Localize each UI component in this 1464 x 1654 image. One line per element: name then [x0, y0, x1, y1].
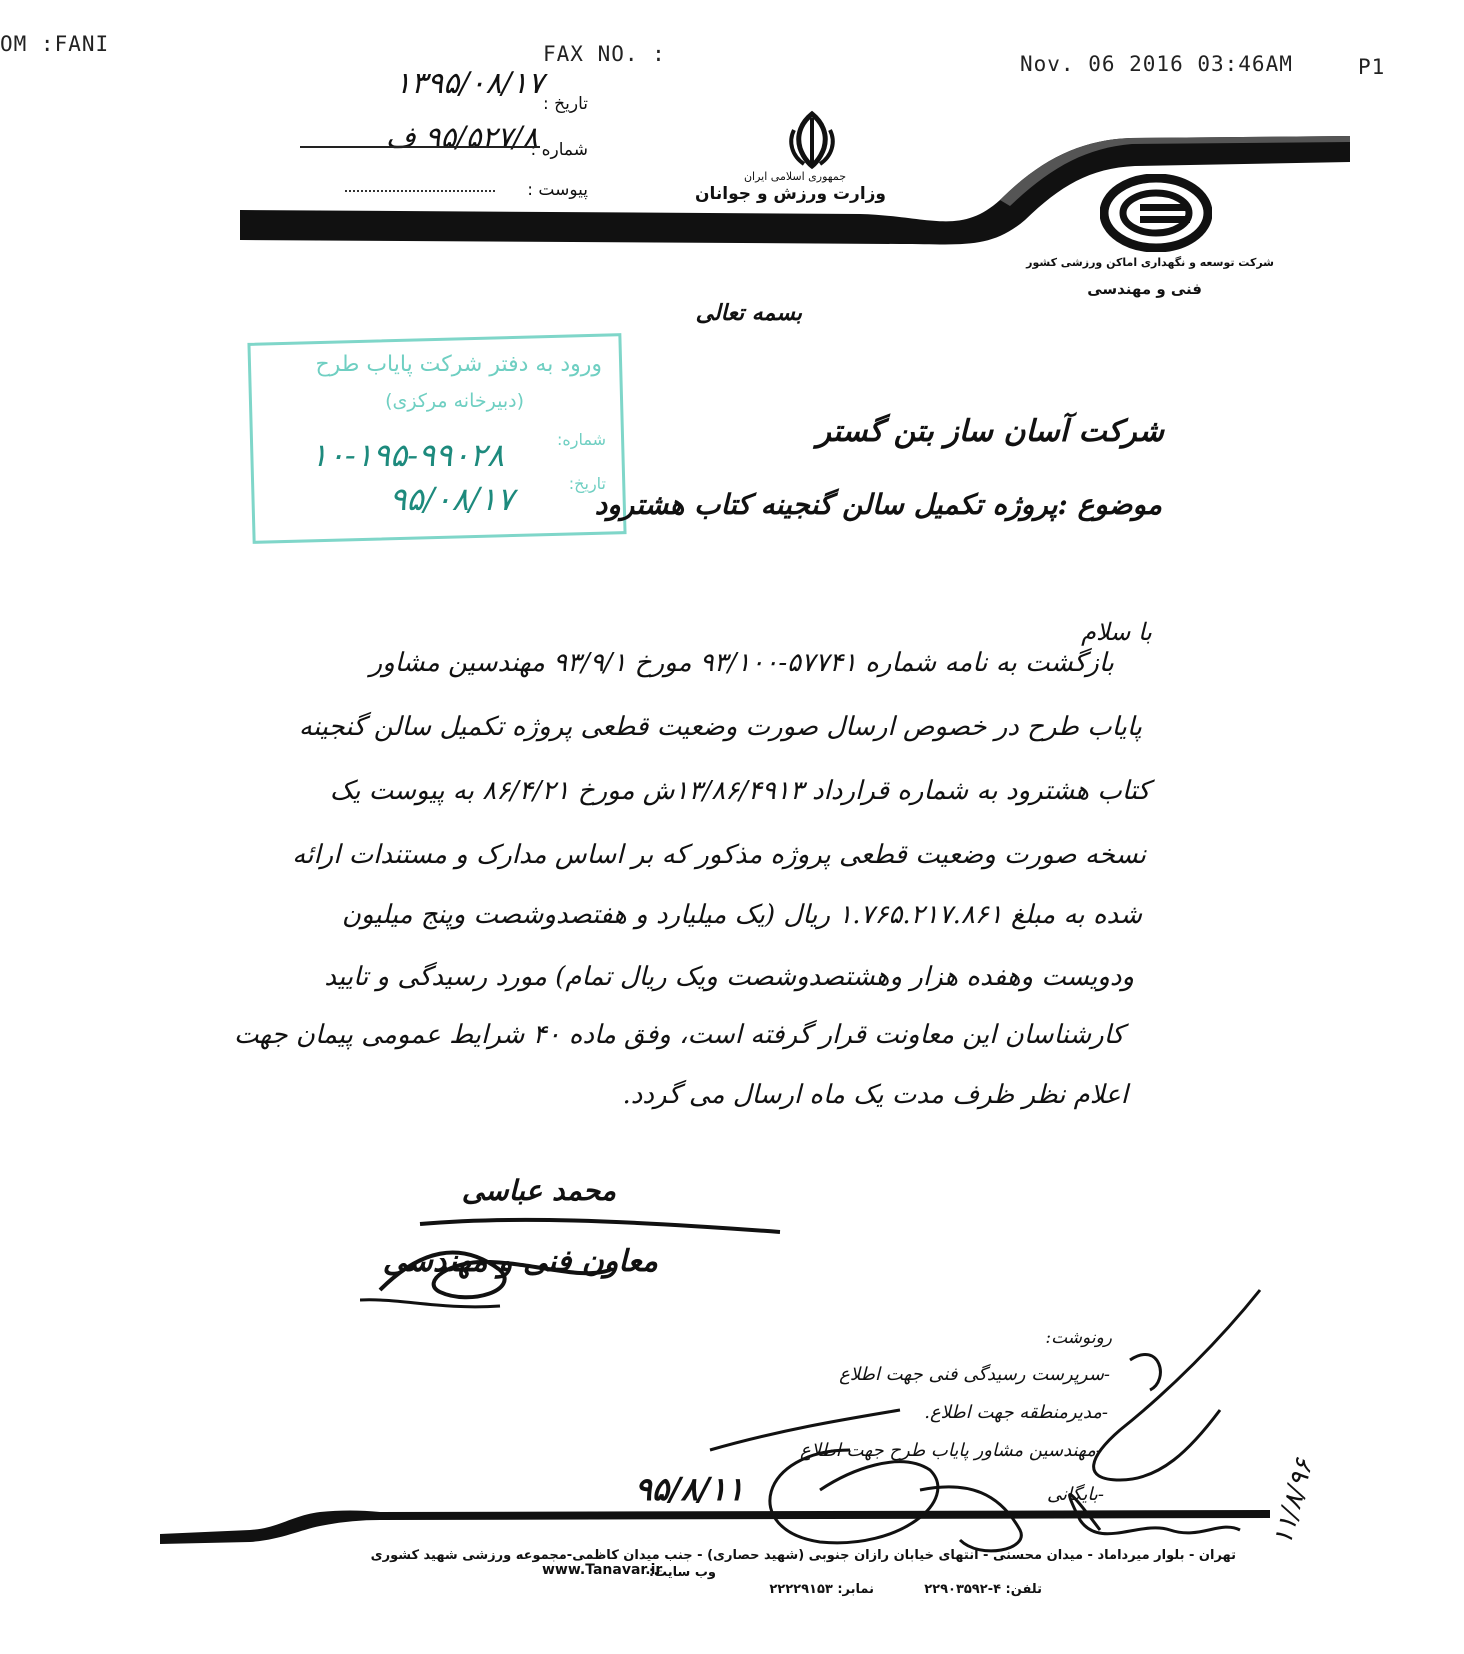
body-line: کتاب هشترود به شماره قرارداد ۱۳/۸۶/۴۹۱۳ش مورخ ۸۶/۴/۲۱ به پیوست یک [329, 776, 1150, 806]
fax-datetime: Nov. 06 2016 03:46AM [1020, 52, 1293, 76]
cc-item: -سرپرست رسیدگی فنی جهت اطلاع [839, 1364, 1110, 1385]
company-name-line: شرکت توسعه و نگهداری اماکن ورزشی کشور [1026, 256, 1274, 269]
body-line: ودویست وهفده هزار وهشتصدوشصت ویک ریال تمام) مورد رسیدگی و تایید [324, 962, 1134, 992]
signer-title: معاون فنی و مهندسی [382, 1244, 658, 1279]
stamp-subtitle: (دبیرخانه مرکزی) [385, 390, 524, 412]
date-label: تاریخ : [543, 94, 588, 114]
footer-website[interactable]: www.Tanavar.ir [542, 1562, 663, 1578]
cc-item: -مهندسین مشاور پایاب طرح جهت اطلاع [799, 1440, 1102, 1461]
footer-phone: تلفن: ۴-۲۲۹۰۳۵۹۲ [924, 1582, 1042, 1597]
number-underline [300, 146, 540, 148]
stamp-number-value: ۱۰-۱۹۵-۹۹۰۲۸ [310, 436, 504, 474]
body-line: نسخه صورت وضعیت قطعی پروژه مذکور که بر اساس مدارک و مستندات ارائه [292, 840, 1146, 870]
body-line: کارشناسان این معاونت قرار گرفته است، وفق ماده ۴۰ شرایط عمومی پیمان جهت [234, 1020, 1124, 1050]
number-value: ۹۵/۵۲۷/۸ ف [385, 120, 538, 154]
invocation-text: بسمه تعالی [695, 300, 802, 326]
company-logo-icon [1100, 174, 1212, 252]
stamp-date-label: تاریخ: [568, 474, 606, 493]
emblem-caption-ministry: وزارت ورزش و جوانان [695, 184, 886, 204]
recipient-name: شرکت آسان ساز بتن گستر [816, 414, 1164, 449]
footer-fax: نمابر: ۲۲۲۲۹۱۵۳ [769, 1582, 874, 1597]
emblem-caption-country: جمهوری اسلامی ایران [743, 170, 846, 183]
signer-name: محمد عباسی [461, 1174, 616, 1207]
letter-subject: موضوع :پروژه تکمیل سالن گنجینه کتاب هشترود [594, 488, 1162, 521]
letterhead-band [0, 0, 1464, 300]
date-value: ۱۳۹۵/۰۸/۱۷ [394, 66, 544, 101]
attachment-dotted-line [345, 190, 495, 192]
body-line: اعلام نظر ظرف مدت یک ماه ارسال می گردد. [622, 1080, 1128, 1110]
footer-band [0, 1490, 1464, 1550]
footer-address: تهران - بلوار میرداماد - میدان محسنی - انتهای خیابان رازان جنوبی (شهید حصاری) - جنب میدان کاظمی-مجموعه ورزشی شهید کشوری [370, 1548, 1236, 1563]
cc-item: -بایگانی [1046, 1484, 1104, 1505]
number-label: شماره : [530, 140, 588, 160]
cc-label: رونوشت: [1045, 1328, 1112, 1348]
stamp-title: ورود به دفتر شرکت پایاب طرح [315, 352, 602, 377]
fax-number-label: FAX NO. : [543, 42, 666, 66]
fax-page-number: P1 [1358, 55, 1386, 79]
margin-note: ۱۱/۸/۹۶ [1267, 1456, 1319, 1549]
department-name: فنی و مهندسی [1087, 280, 1202, 298]
handwritten-date: ۹۵/۸/۱۱ [634, 1470, 744, 1508]
footer-website-label: وب سایت: [648, 1565, 716, 1580]
greeting: با سلام [1081, 618, 1152, 646]
body-line: شده به مبلغ ۱.۷۶۵.۲۱۷.۸۶۱ ریال (یک میلیارد و هفتصدوشصت وپنج میلیون [341, 900, 1142, 930]
iran-emblem-icon [780, 108, 844, 172]
body-line: پایاب طرح در خصوص ارسال صورت وضعیت قطعی پروژه تکمیل سالن گنجینه [298, 712, 1142, 742]
body-line: بازگشت به نامه شماره ۵۷۷۴۱-۹۳/۱۰۰ مورخ ۹۳/۹/۱ مهندسین مشاور [369, 648, 1114, 678]
stamp-date-value: ۹۵/۰۸/۱۷ [389, 480, 514, 518]
cc-item: -مدیرمنطقه جهت اطلاع. [924, 1402, 1108, 1423]
stamp-number-label: شماره: [556, 430, 606, 449]
fax-sender: OM :FANI [0, 32, 110, 56]
attachment-label: پیوست : [527, 180, 588, 200]
